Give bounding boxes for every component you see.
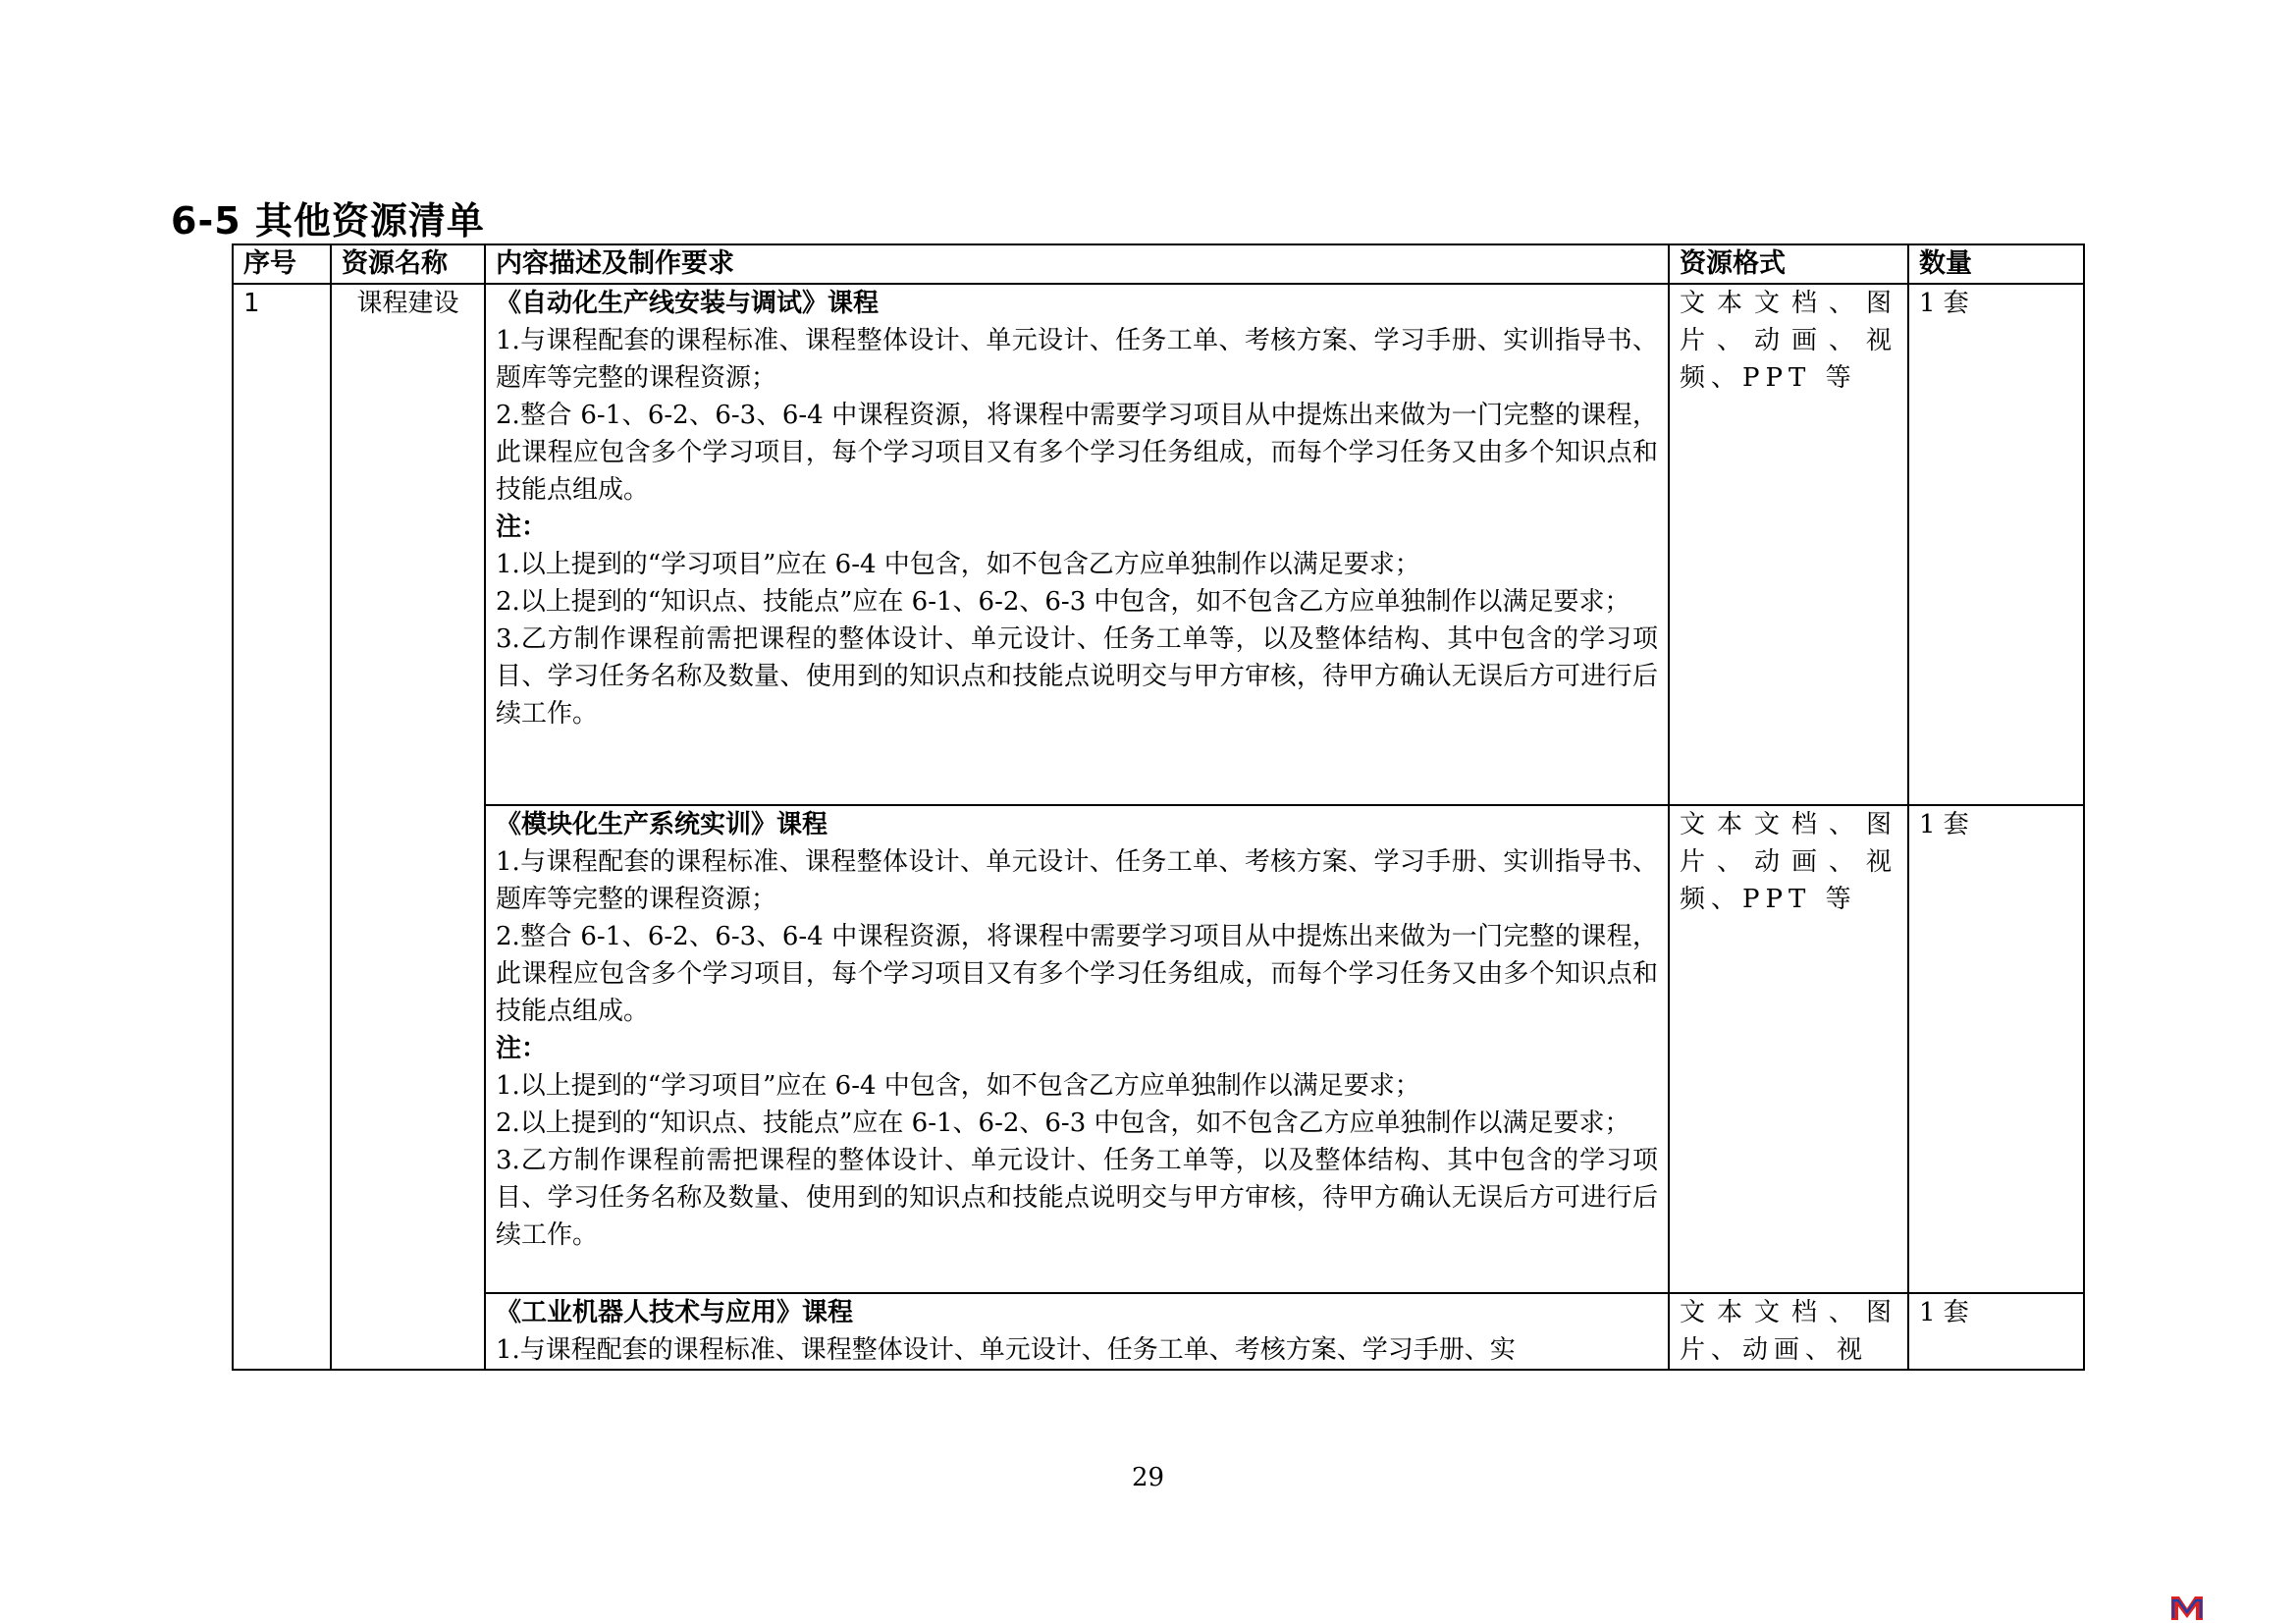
row-seq: 1 bbox=[233, 284, 331, 1370]
description-line: 1.与课程配套的课程标准、课程整体设计、单元设计、任务工单、考核方案、学习手册、实 bbox=[496, 1335, 1516, 1365]
description-line: 1.与课程配套的课程标准、课程整体设计、单元设计、任务工单、考核方案、学习手册、实训指导书、题库等完整的课程资源； bbox=[496, 847, 1658, 914]
description-line: 1.与课程配套的课程标准、课程整体设计、单元设计、任务工单、考核方案、学习手册、实训指导书、题库等完整的课程资源； bbox=[496, 326, 1658, 393]
page-number: 29 bbox=[1131, 1463, 1165, 1492]
description-line: 2.整合 6-1、6-2、6-3、6-4 中课程资源，将课程中需要学习项目从中提炼出来做为一门完整的课程，此课程应包含多个学习项目，每个学习项目又有多个学习任务组成，而每个学习任务又由多个知识点和技能点组成。 bbox=[496, 922, 1658, 1026]
entry-quantity: 1 套 bbox=[1908, 805, 2084, 1293]
entry-format: 文本文档、图片、动画、视频、PPT 等 bbox=[1669, 284, 1908, 805]
header-seq: 序号 bbox=[233, 244, 331, 284]
brand-logo-icon bbox=[2169, 1593, 2205, 1622]
note-line: 2.以上提到的“知识点、技能点”应在 6-1、6-2、6-3 中包含，如不包含乙方应单独制作以满足要求； bbox=[496, 1109, 1630, 1138]
entry-format-text: 文本文档、图片、动画、视 bbox=[1680, 1298, 1897, 1365]
table-row bbox=[233, 1293, 2084, 1370]
note-line: 3.乙方制作课程前需把课程的整体设计、单元设计、任务工单等，以及整体结构、其中包含的学习项目、学习任务名称及数量、使用到的知识点和技能点说明交与甲方审核，待甲方确认无误后方可进行后续工作。 bbox=[496, 1146, 1658, 1250]
note-label: 注： bbox=[496, 1034, 548, 1063]
entry-format: 文本文档、图片、动画、视频、PPT 等 bbox=[1669, 805, 1908, 1293]
course-title: 《工业机器人技术与应用》课程 bbox=[496, 1298, 854, 1327]
header-desc: 内容描述及制作要求 bbox=[485, 244, 1669, 284]
resource-table bbox=[232, 243, 2085, 1371]
table-header-row bbox=[233, 244, 2084, 284]
note-line: 2.以上提到的“知识点、技能点”应在 6-1、6-2、6-3 中包含，如不包含乙方应单独制作以满足要求； bbox=[496, 587, 1630, 617]
note-line: 3.乙方制作课程前需把课程的整体设计、单元设计、任务工单等，以及整体结构、其中包含的学习项目、学习任务名称及数量、使用到的知识点和技能点说明交与甲方审核，待甲方确认无误后方可进行后续工作。 bbox=[496, 624, 1658, 729]
header-name: 资源名称 bbox=[331, 244, 485, 284]
section-title: 6-5 其他资源清单 bbox=[171, 199, 485, 243]
row-resource-name: 课程建设 bbox=[331, 284, 485, 1370]
header-format: 资源格式 bbox=[1669, 244, 1908, 284]
entry-quantity: 1 套 bbox=[1908, 284, 2084, 805]
course-title: 《模块化生产系统实训》课程 bbox=[496, 810, 828, 839]
table-row bbox=[233, 284, 2084, 805]
course-title: 《自动化生产线安装与调试》课程 bbox=[496, 289, 880, 318]
entry-quantity: 1 套 bbox=[1908, 1293, 2084, 1370]
entry-format bbox=[1669, 1293, 1908, 1370]
header-quantity: 数量 bbox=[1908, 244, 2084, 284]
table-row bbox=[233, 805, 2084, 1293]
description-line: 2.整合 6-1、6-2、6-3、6-4 中课程资源，将课程中需要学习项目从中提炼出来做为一门完整的课程，此课程应包含多个学习项目，每个学习项目又有多个学习任务组成，而每个学习任务又由多个知识点和技能点组成。 bbox=[496, 401, 1658, 505]
entry-description bbox=[485, 284, 1669, 805]
note-label: 注： bbox=[496, 513, 548, 542]
note-line: 1.以上提到的“学习项目”应在 6-4 中包含，如不包含乙方应单独制作以满足要求； bbox=[496, 550, 1420, 579]
entry-description bbox=[485, 1293, 1669, 1370]
note-line: 1.以上提到的“学习项目”应在 6-4 中包含，如不包含乙方应单独制作以满足要求； bbox=[496, 1071, 1420, 1101]
entry-description bbox=[485, 805, 1669, 1293]
